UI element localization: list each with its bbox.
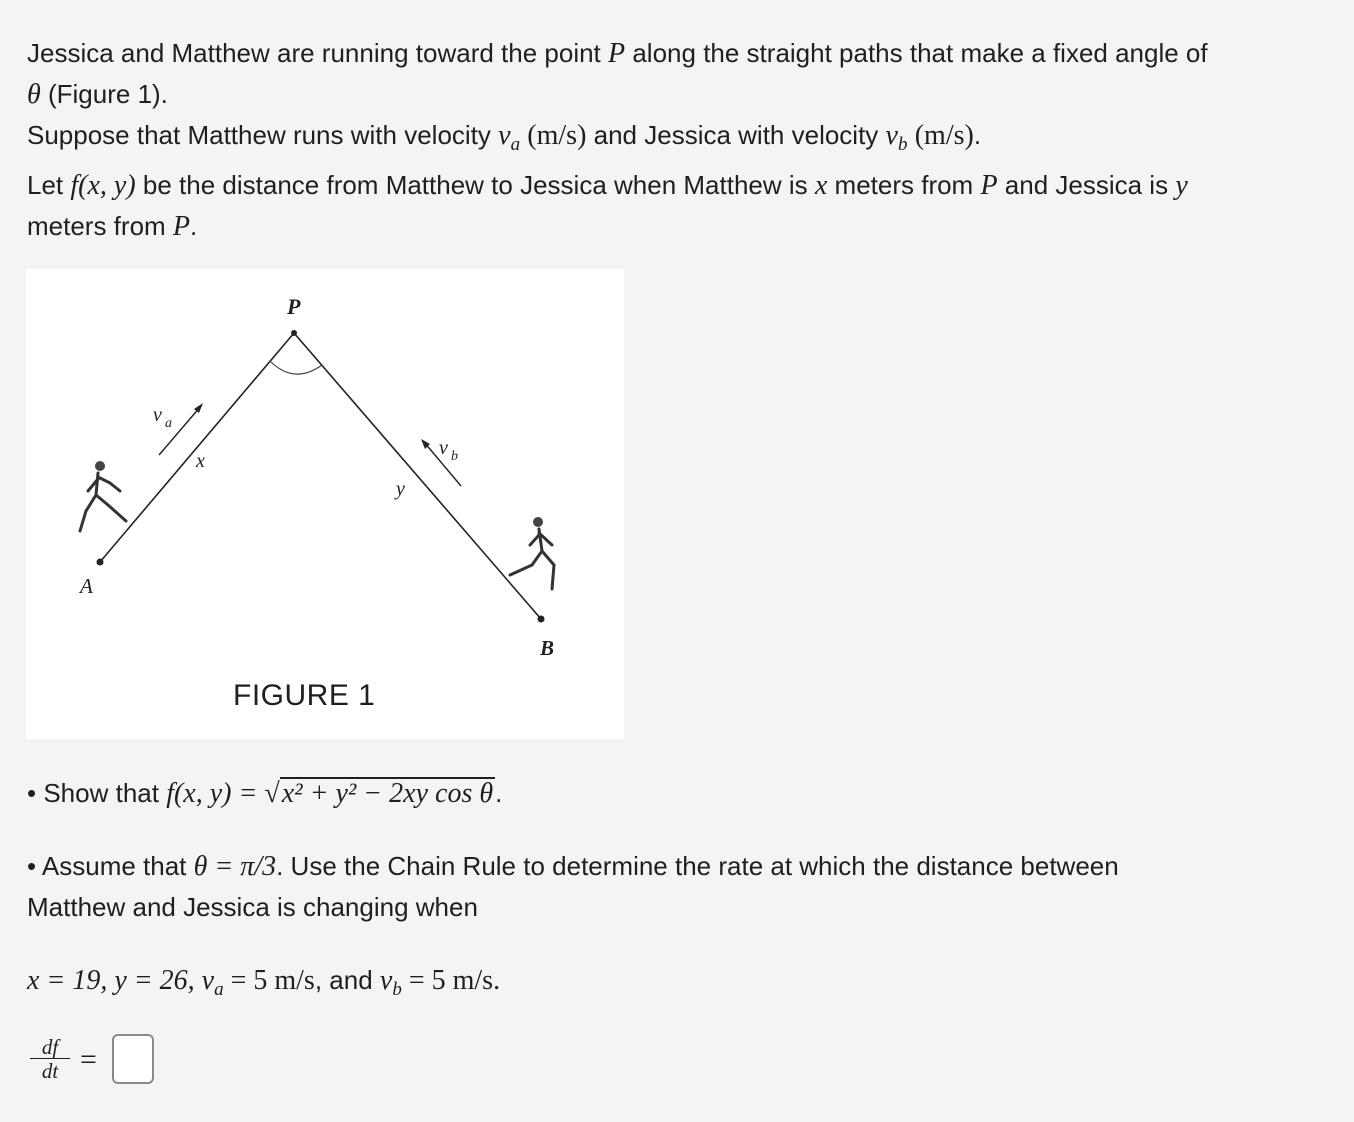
point-b-dot: [538, 616, 545, 623]
intro-text: and Jessica with velocity: [586, 120, 886, 150]
bullet-text: Assume that: [36, 851, 194, 881]
figure-caption: FIGURE 1: [233, 679, 376, 712]
fraction-denominator: dt: [41, 1059, 59, 1083]
bullet-text: Show that: [36, 778, 167, 808]
vb-subscript: b: [897, 134, 908, 156]
label-a: A: [80, 574, 93, 598]
problem-intro: [27, 33, 1337, 247]
angle-arc: [270, 361, 322, 374]
bullet-text: .: [495, 778, 503, 808]
vb-symbol: v: [885, 120, 898, 151]
y-symbol: y: [1175, 170, 1188, 202]
label-vb-sub: b: [451, 449, 458, 464]
vb-symbol: v: [379, 965, 393, 996]
intro-line-1: [27, 33, 1337, 74]
bullet2-line-2: [27, 887, 1337, 928]
bullet2-line-1: [27, 846, 1337, 887]
intro-text: meters from: [827, 170, 981, 201]
intro-text: Jessica and Matthew are running toward the point: [27, 38, 609, 68]
equals-sign: =: [80, 1043, 97, 1076]
label-y: y: [396, 478, 405, 500]
intro-line-3: [27, 115, 1337, 165]
figure-diagram: [26, 269, 624, 739]
bullet-mark: •: [27, 778, 37, 808]
intro-text: be the distance from Matthew to Jessica when Matthew is: [135, 170, 815, 201]
intro-text: Let: [27, 170, 71, 201]
given-xy: x = 19, y = 26, v: [27, 965, 215, 996]
df-dt-fraction: [30, 1036, 70, 1083]
intro-text: Suppose that Matthew runs with velocity: [27, 120, 499, 150]
label-va-sub: a: [165, 416, 172, 431]
answer-input[interactable]: [112, 1034, 154, 1084]
units: (m/s): [527, 120, 587, 151]
intro-line-2: [27, 74, 1337, 115]
point-p: P: [608, 38, 626, 69]
formula-lhs: f(x, y) =: [166, 778, 265, 809]
given-and: , and: [314, 965, 380, 995]
bullet-show-that: [27, 773, 1337, 814]
bullet-text: . Use the Chain Rule to determine the rate at which the distance between: [276, 851, 1119, 881]
bullet-assume: [27, 846, 1337, 928]
matthew-runner-icon: [80, 461, 126, 531]
intro-text: and Jessica is: [997, 170, 1176, 201]
function-f: f(x, y): [70, 170, 136, 202]
path-a-to-p: [100, 333, 294, 562]
label-va: v: [153, 404, 162, 426]
path-p-to-b: [294, 333, 541, 619]
va-subscript: a: [214, 979, 224, 1001]
bullet-text: Matthew and Jessica is changing when: [27, 892, 478, 922]
x-symbol: x: [814, 170, 828, 202]
bullet-mark: •: [27, 851, 37, 881]
label-b: B: [540, 636, 555, 660]
vb-subscript: b: [392, 979, 402, 1001]
intro-line-5: [27, 206, 1337, 247]
sqrt-sign: √: [264, 778, 280, 809]
given-values: [27, 960, 1337, 1010]
formula-radicand: x² + y² − 2xy cos θ: [281, 778, 494, 809]
figure-1: [26, 269, 624, 739]
intro-text: (Figure 1).: [40, 79, 168, 109]
point-p-dot: [291, 330, 297, 336]
point-p: P: [980, 170, 998, 202]
theta-symbol: θ: [27, 79, 41, 110]
intro-text: .: [190, 211, 198, 242]
label-vb: v: [439, 437, 448, 459]
label-p: P: [287, 294, 301, 319]
theta-condition: θ = π/3: [193, 851, 277, 882]
point-a-dot: [97, 559, 104, 566]
label-x: x: [196, 450, 205, 472]
va-subscript: a: [510, 134, 521, 156]
fraction-numerator: df: [30, 1036, 70, 1059]
point-p: P: [172, 211, 191, 243]
intro-text: meters from: [27, 211, 173, 242]
given-va: = 5 m/s: [223, 965, 315, 996]
va-arrowhead: [194, 403, 203, 413]
units: (m/s): [914, 120, 974, 151]
intro-text: along the straight paths that make a fixed angle of: [625, 38, 1208, 68]
intro-text: .: [973, 120, 982, 150]
va-symbol: v: [498, 120, 511, 151]
given-vb: = 5 m/s.: [401, 965, 501, 996]
jessica-runner-icon: [510, 517, 554, 589]
intro-line-4: [27, 165, 1337, 206]
